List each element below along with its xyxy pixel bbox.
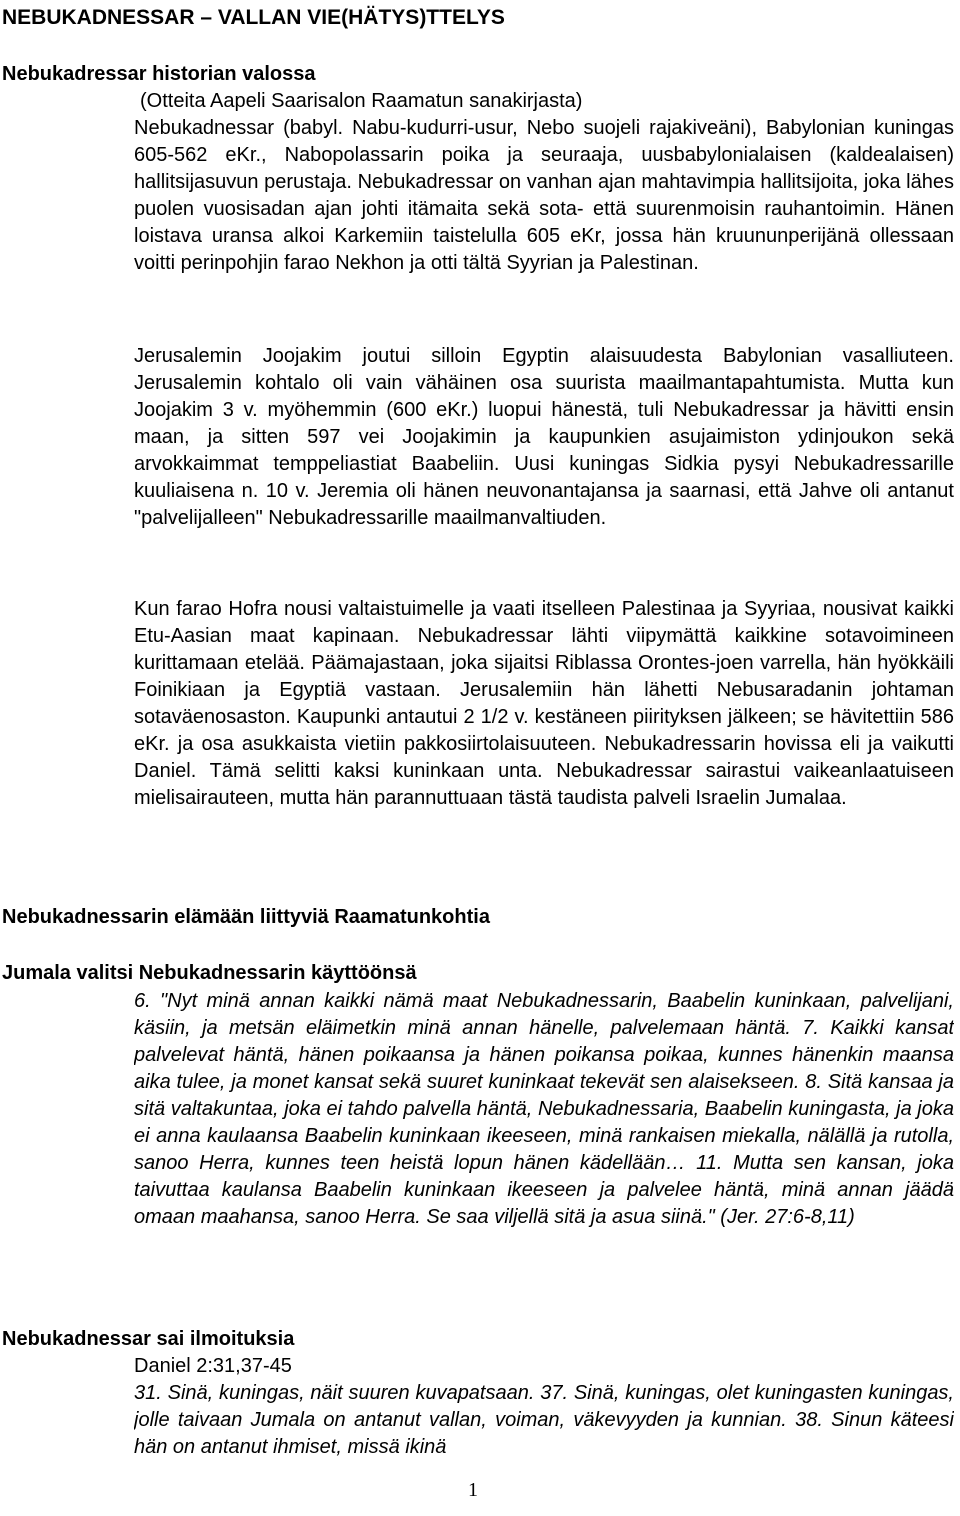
section-heading-revelations: Nebukadnessar sai ilmoituksia (2, 1328, 295, 1350)
section-heading-bible-passages: Nebukadnessarin elämään liittyviä Raamatunkohtia (2, 906, 490, 928)
daniel-reference: Daniel 2:31,37-45 (134, 1355, 292, 1377)
history-paragraph-2: Jerusalemin Joojakim joutui silloin Egyptin alaisuudesta Babylonian vasalliuteen. Jerusalemin kohtalo oli vain vähäinen osa suurista maailmantapahtumista. Mutta kun Joojakim 3 v. myöhemmin (600 eKr.) luopui hänestä, tuli Nebukadressar ja hävitti ensin maan, ja sitten 597 vei Joojakimin ja kaupunkien asujaimiston ydinjoukon sekä arvokkaimmat temppeliastiat Baabeliin. Uusi kuningas Sidkia pysyi Nebukadressarille kuuliaisena n. 10 v. Jeremia oli hänen neuvonantajansa ja saarnasi, että Jahve oli antanut "palvelijalleen" Nebukadressarille maailmanvaltiuden. (134, 345, 954, 529)
section-heading-chosen: Jumala valitsi Nebukadnessarin käyttöönsä (2, 962, 417, 984)
history-paragraph-3: Kun farao Hofra nousi valtaistuimelle ja vaati itselleen Palestinaa ja Syyriaa, nousivat kaikki Etu-Aasian maat kapinaan. Nebukadressar lähti viipymättä kaikkine sotavoimineen kurittamaan etelää. Päämajastaan, joka sijaitsi Riblassa Orontes-joen varrella, hän hyökkäili Foinikiaan ja Egyptiä vastaan. Jerusalemiin hän lähetti Nebusaradanin johtaman sotaväenosaston. Kaupunki antautui 2 1/2 v. kestäneen piirityksen jälkeen; se hävitettiin 586 eKr. ja osa asukkaista vietiin pakkosiirtolaisuuteen. Nebukadressarin hovissa eli ja vaikutti Daniel. Tämä selitti kaksi kuninkaan unta. Nebukadressar sairastui vaikeanlaatuiseen mielisairauteen, mutta hän parannuttuaan tästä taudista palveli Israelin Jumalaa. (134, 598, 954, 809)
history-paragraph-1: Nebukadnessar (babyl. Nabu-kudurri-usur, Nebo suojeli rajakiveäni), Babylonian kuningas 605-562 eKr., Nabopolassarin poika ja seuraaja, uusbabylonialaisen (kaldealaisen) hallitsijasuvun perustaja. Nebukadressar on vanhan ajan mahtavimpia hallitsijoita, joka lähes puolen vuosisadan ajan johti itämaita sekä sota- että suurenmoisin rauhantoimin. Hänen loistava uransa alkoi Karkemiin taistelulla 605 eKr, jossa hän kruununperijänä ollessaan voitti perinpohjin farao Nekhon ja otti tältä Syyrian ja Palestinan. (134, 117, 954, 274)
document-title: NEBUKADNESSAR – VALLAN VIE(HÄTYS)TTELYS (2, 6, 505, 29)
page-number: 1 (468, 1479, 478, 1501)
daniel-quote: 31. Sinä, kuningas, näit suuren kuvapatsaan. 37. Sinä, kuningas, olet kuningasten kuningas, jolle taivaan Jumala on antanut vallan, voiman, väkevyyden ja kunnian. 38. Sinun käteesi hän on antanut ihmiset, missä ikinä (134, 1382, 954, 1458)
source-note: (Otteita Aapeli Saarisalon Raamatun sanakirjasta) (140, 90, 583, 112)
section-heading-history: Nebukadressar historian valossa (2, 63, 316, 85)
jeremiah-quote: 6. "Nyt minä annan kaikki nämä maat Nebukadnessarin, Baabelin kuninkaan, palvelijani, käsiin, ja metsän eläimetkin minä annan hänelle, palvelemaan häntä. 7. Kaikki kansat palvelevat häntä, hänen poikaansa ja hänen poikansa poikaa, kunnes hänenkin maansa aika tulee, ja monet kansat sekä suuret kuninkaat tekevät sen alaisekseen. 8. Sitä kansaa ja sitä valtakuntaa, joka ei tahdo palvella häntä, Nebukadnessaria, Baabelin kuningasta, ja joka ei anna kaulaansa Baabelin kuninkaan ikeeseen, minä rankaisen miekalla, nälällä ja rutolla, sanoo Herra, kunnes teen heistä lopun hänen kädellään… 11. Mutta sen kansan, joka taivuttaa kaulansa Baabelin kuninkaan ikeeseen ja palvelee häntä, minä annan jäädä omaan maahansa, sanoo Herra. Se saa viljellä sitä ja asua siinä." (Jer. 27:6-8,11) (134, 990, 954, 1228)
